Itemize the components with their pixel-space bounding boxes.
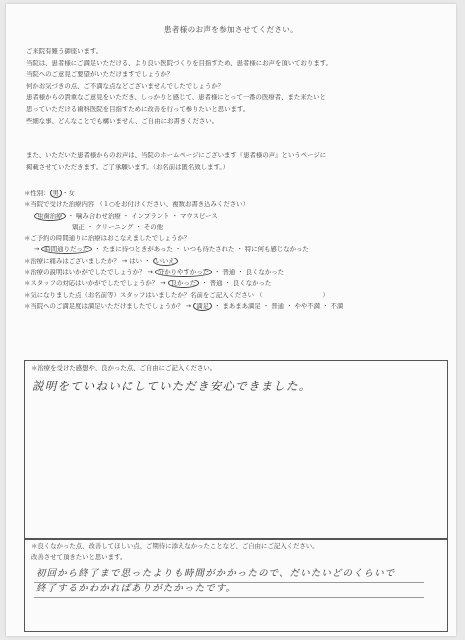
appointment-options: → 時間通りだった ・ たまに待つときがあった ・ いつも待たされた ・ 特に何も感じなかった — [34, 246, 309, 254]
note-paragraph — [26, 152, 436, 175]
note-line: 掲載させていただきます。ご了承願います。（お名前は匿名致します。） — [26, 163, 229, 171]
selected-answer[interactable]: 良かった — [168, 280, 200, 288]
selected-answer[interactable]: いいえ — [153, 258, 178, 266]
intro-line: 患者様からの貴重なご意見をいただき、しっかりと感じて、患者様にとって一番の医療者、また来たいと — [26, 94, 326, 102]
comment-hint: ＊良くなかった点、改善してほしい点、ご期待に添えなかったことなど、ご自由にご記入ください。 — [31, 542, 319, 550]
intro-line: 何かお気づきの点、ご不満な点などございませんでしたでしょうか？ — [26, 82, 225, 90]
writing-guide-line — [34, 582, 424, 583]
comment-hint: ＊治療を受けた感想や、良かった点、ご自由にご記入ください。 — [31, 364, 217, 372]
handwritten-comment: 説明をていねいにしていただき安心できました。 — [32, 379, 312, 393]
treatment-options: 矯正 ・ クリーニング ・ その他 — [72, 223, 164, 231]
question-staff-name: ＊気になりました点（お名前等）スタッフはいましたか？名前をご記入ください （ ） — [24, 291, 329, 299]
question-treatment: ＊当院で受けた治療内容 （１○をお付けください、複数お書き込みください） — [24, 201, 249, 209]
handwritten-comment: 初回から終了まで思ったよりも時間がかかったので、だいたいどのくらいで — [36, 568, 396, 579]
selected-answer[interactable]: 分かりやすかった — [155, 269, 212, 277]
writing-guide-line — [34, 597, 424, 598]
page-title: 患者様のお声を参加させてください。 — [163, 25, 299, 34]
question-appointment: ＊ご予約の時間通りに治療はおこなえましたでしょうか？ — [24, 235, 191, 243]
intro-line: 些細な事、どんなことでも構いません、ご自由にお書きください。 — [26, 117, 219, 125]
intro-line: 思っていただける歯科医院を目指すために改善を行って参りたいと思います。 — [26, 105, 250, 113]
note-line: また、いただいた患者様からのお声は、当院のホームページにございます『患者様の声』というページに — [26, 152, 327, 159]
intro-line: 当院へのご意見ご要望がいただけますでしょうか？ — [26, 71, 174, 79]
question-list — [24, 190, 444, 314]
treatment-options: 虫歯治療 ・ 噛み合わせ治療 ・ インプラント ・ マウスピース — [34, 213, 444, 224]
selected-answer[interactable]: 男 — [50, 190, 62, 198]
question-staff: ＊スタッフの対応はいかがでしたでしょうか？ → 良かった ・ 普通 ・ 良くなかった — [24, 280, 272, 288]
question-pain: ＊治療に痛みはございましたか？ → はい ・ いいえ — [24, 258, 444, 269]
intro-paragraph — [26, 48, 436, 129]
question-explanation: ＊治療の説明はいかがでしたでしょうか？ → 分かりやすかった ・ 普通 ・ 良くなかった — [24, 269, 285, 277]
survey-sheet — [6, 4, 456, 636]
intro-line: ご来院有難う御座います。 — [26, 48, 103, 55]
question-satisfaction: ＊当院へのご満足度は満足いただけましたでしょうか？ → 満足 ・ まあまあ満足 ・ 普通 ・ やや不満 ・ 不満 — [24, 302, 344, 310]
selected-answer[interactable]: 時間通りだった — [41, 246, 92, 254]
comment-hint: 改善させて頂きたいと思います。 — [31, 553, 127, 561]
selected-answer[interactable]: 満足 — [193, 303, 212, 311]
intro-line: 当院は、患者様にご満足いただける、より良い医院づくりを目指すため、患者様にお声を頂いております。 — [26, 59, 332, 67]
question-gender: ＊性別： 男 ・女 — [24, 190, 75, 197]
handwritten-comment: 終了するかわかればありがたかったです。 — [36, 583, 237, 594]
selected-answer[interactable]: 虫歯治療 — [34, 213, 66, 221]
